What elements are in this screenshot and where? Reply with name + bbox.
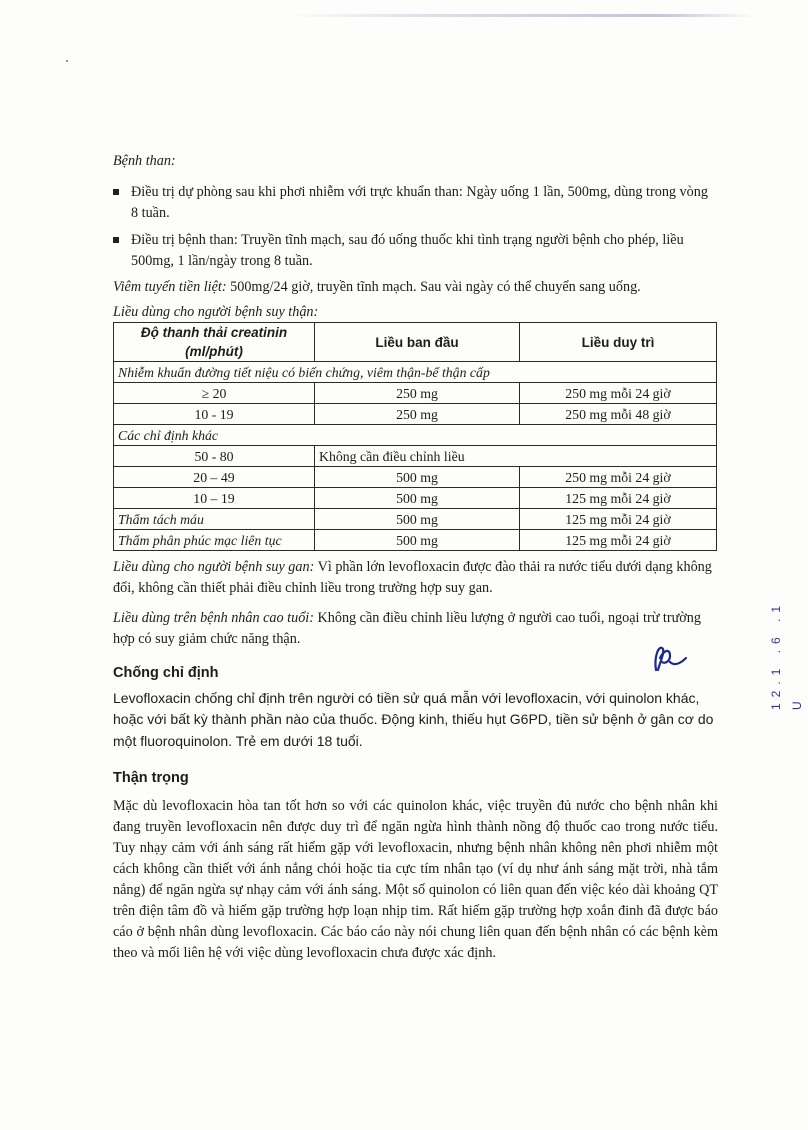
prostatitis-text: 500mg/24 giờ, truyền tĩnh mạch. Sau vài ngày có thể chuyển sang uống.: [226, 279, 641, 295]
hepatic-label: Liều dùng cho người bệnh suy gan:: [113, 559, 315, 575]
table-cell: 125 mg mỗi 24 giờ: [520, 488, 717, 509]
column-header-maintenance-dose: Liều duy trì: [520, 323, 717, 362]
table-cell: 250 mg mỗi 24 giờ: [520, 467, 717, 488]
contraindications-heading: Chống chỉ định: [113, 665, 219, 681]
table-cell: 125 mg mỗi 24 giờ: [520, 509, 717, 530]
anthrax-bullet-2: [113, 230, 713, 272]
column-header-clearance: Độ thanh thải creatinin (ml/phút): [114, 323, 315, 362]
margin-stamp: 12.1 .6 .1 U: [769, 599, 804, 710]
table-row: [114, 530, 717, 551]
table-cell: 10 - 19: [114, 404, 315, 425]
elderly-text: Không cần điều chỉnh liều lượng ở người cao tuổi, ngoại trừ trường hợp có suy giảm chức năng thận.: [113, 610, 701, 647]
hepatic-text: Vì phần lớn levofloxacin được đào thải ra nước tiểu dưới dạng không đổi, không cần thiết phải điều chỉnh liều trong trường hợp suy gan.: [113, 559, 712, 596]
scan-speck: [66, 60, 68, 62]
column-header-initial-dose: Liều ban đầu: [315, 323, 520, 362]
table-row: [114, 383, 717, 404]
table-cell: 10 – 19: [114, 488, 315, 509]
group-title: Nhiễm khuẩn đường tiết niệu có biến chứng, viêm thận-bể thận cấp: [114, 362, 717, 383]
prostatitis-paragraph: [113, 277, 718, 298]
precautions-text: Mặc dù levofloxacin hòa tan tốt hơn so với các quinolon khác, việc truyền đủ nước cho bệnh nhân khi đang truyền levofloxacin nên được duy trì để ngăn ngừa hình thành nồng độ thuốc cao trong nước tiểu. Tuy nhạy cảm với ánh sáng rất hiếm gặp với levofloxacin, nhưng bệnh nhân không nên phơi nhiễm một cách không cần thiết với ánh nắng chói hoặc tia cực tím nhân tạo (ví dụ như ánh sáng mặt trời, nhà tắm nắng) để ngăn ngừa sự nhạy cảm với ánh sáng. Một số quinolon có liên quan đến việc kéo dài khoảng QT trên điện tâm đồ và hiếm gặp trường hợp loạn nhịp tim. Rất hiếm gặp trường hợp xoắn đinh đã được báo cáo ở bệnh nhân dùng levofloxacin. Các báo cáo này nói chung liên quan đến bệnh nhân có các bệnh kèm theo và mối liên hệ với việc dùng levofloxacin chưa được xác định.: [113, 798, 718, 961]
table-row: [114, 467, 717, 488]
table-cell: 250 mg mỗi 24 giờ: [520, 383, 717, 404]
table-cell: Không cần điều chỉnh liều: [315, 446, 717, 467]
table-cell: ≥ 20: [114, 383, 315, 404]
renal-dosage-table: [113, 322, 717, 551]
table-row: [114, 404, 717, 425]
table-cell: 500 mg: [315, 467, 520, 488]
table-row: [114, 488, 717, 509]
anthrax-heading: Bệnh than:: [113, 153, 176, 169]
table-cell: 50 - 80: [114, 446, 315, 467]
table-cell: 250 mg: [315, 383, 520, 404]
precautions-heading: Thận trọng: [113, 770, 189, 786]
table-cell: 250 mg: [315, 404, 520, 425]
table-cell: 20 – 49: [114, 467, 315, 488]
anthrax-bullet-1: [113, 182, 713, 224]
bullet-marker: [113, 189, 119, 195]
table-group-row: [114, 362, 717, 383]
bullet-text: Điều trị dự phòng sau khi phơi nhiễm với trực khuẩn than: Ngày uống 1 lần, 500mg, dùng trong vòng 8 tuần.: [131, 184, 708, 221]
bullet-marker: [113, 237, 119, 243]
elderly-label: Liều dùng trên bệnh nhân cao tuổi:: [113, 610, 314, 626]
table-cell: 500 mg: [315, 530, 520, 551]
hepatic-paragraph: [113, 557, 718, 599]
bullet-text: Điều trị bệnh than: Truyền tĩnh mạch, sau đó uống thuốc khi tình trạng người bệnh cho phép, liều 500mg, 1 lần/ngày trong 8 tuần.: [131, 232, 684, 269]
renal-heading: Liều dùng cho người bệnh suy thận:: [113, 304, 319, 320]
group-title: Các chỉ định khác: [114, 425, 717, 446]
contraindications-text: Levofloxacin chống chỉ định trên người có tiền sử quá mẫn với levofloxacin, với quinolon khác, hoặc với bất kỳ thành phần nào của thuốc. Động kinh, thiếu hụt G6PD, tiền sử bệnh ở gân cơ do một fluoroquinolon. Trẻ em dưới 18 tuổi.: [113, 690, 714, 749]
table-cell: 500 mg: [315, 488, 520, 509]
table-cell: Thẩm phân phúc mạc liên tục: [114, 530, 315, 551]
table-cell: Thẩm tách máu: [114, 509, 315, 530]
table-row: [114, 509, 717, 530]
table-cell: 125 mg mỗi 24 giờ: [520, 530, 717, 551]
table-group-row: [114, 425, 717, 446]
table-header-row: [114, 323, 717, 362]
table-cell: 500 mg: [315, 509, 520, 530]
table-row: [114, 446, 717, 467]
signature-mark: [648, 640, 694, 680]
prostatitis-label: Viêm tuyến tiền liệt:: [113, 279, 227, 295]
elderly-paragraph: [113, 608, 718, 650]
scan-artifact: [285, 14, 755, 17]
table-cell: 250 mg mỗi 48 giờ: [520, 404, 717, 425]
